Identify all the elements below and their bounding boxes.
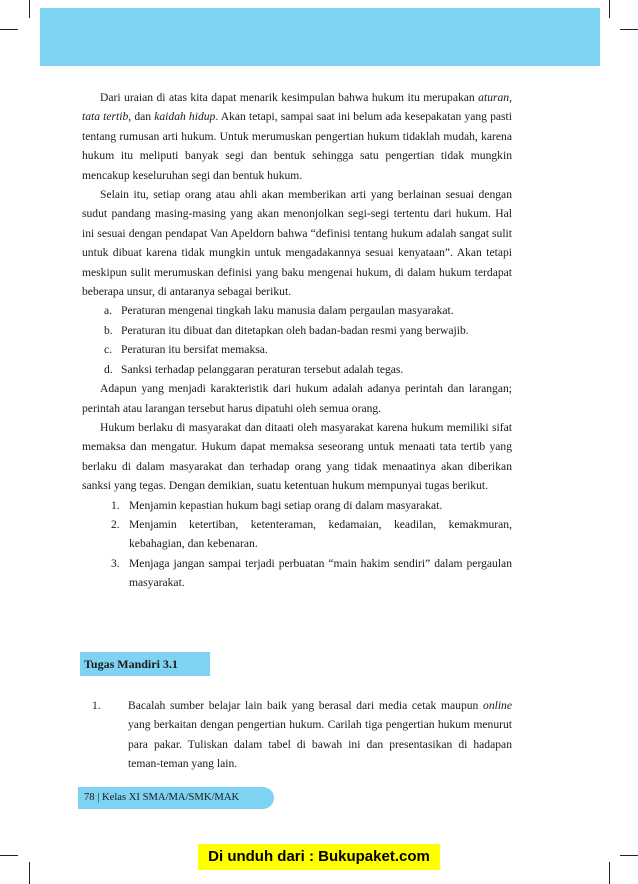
crop-mark	[609, 862, 610, 884]
paragraph-enforcement: Hukum berlaku di masyarakat dan ditaati oleh masyarakat karena hukum memiliki sifat memaksa dan mengatur. Hukum dapat memaksa seseorang untuk menaati tata tertib yang berlaku di dalam masyarakat dan terhadap orang yang tidak menaatinya akan diberikan sanksi yang tegas. Dengan demikian, suatu ketentuan hukum mempunyai tugas berikut.	[82, 420, 512, 493]
paragraph-definition: Selain itu, setiap orang atau ahli akan memberikan arti yang berlainan sesuai dengan sudut pandang masing-masing yang akan menonjolkan segi-segi tertentu dari hukum. Hal ini sesuai dengan pendapat Van Apeldorn bahwa “definisi tentang hukum adalah sangat sulit untuk dibuat karena tidak mungkin untuk mengadakannya sesuai kenyataan”. Akan tetapi meskipun sulit merumuskan definisi yang baku mengenai hukum, di dalam hukum terdapat beberapa unsur, di antaranya sebagai berikut.	[82, 188, 512, 299]
duties-list	[82, 496, 512, 593]
paragraph-intro: Dari uraian di atas kita dapat menarik kesimpulan bahwa hukum itu merupakan aturan, tata tertib, dan kaidah hidup. Akan tetapi, sampai saat ini belum ada kesepakatan yang pasti tentang rumusan arti hukum. Untuk merumuskan pengertian hukum tidaklah mudah, karena hukum itu meliputi banyak segi dan bentuk sehingga satu pengertian tidak mungkin mencakup keseluruhan segi dan bentuk hukum.	[82, 91, 513, 182]
task-title: Tugas Mandiri 3.1	[80, 652, 210, 676]
list-item: a. Peraturan mengenai tingkah laku manusia dalam pergaulan masyarakat.	[104, 304, 454, 318]
task-item	[82, 696, 512, 774]
paragraph-characteristics: Adapun yang menjadi karakteristik dari hukum adalah adanya perintah dan larangan; perintah atau larangan tersebut harus dipatuhi oleh semua orang.	[82, 382, 512, 415]
elements-list	[82, 301, 512, 379]
page-footer: 78 | Kelas XI SMA/MA/SMK/MAK	[78, 787, 274, 809]
term-italic: kaidah hidup	[154, 110, 216, 124]
list-item: d. Sanksi terhadap pelanggaran peraturan tersebut adalah tegas.	[104, 362, 404, 376]
header-band	[40, 8, 600, 66]
crop-mark	[620, 855, 638, 856]
crop-mark	[609, 0, 610, 18]
task-text: Bacalah sumber belajar lain baik yang berasal dari media cetak maupun online yang berkaitan dengan pengertian hukum. Carilah tiga pengertian hukum menurut para pakar. Tuliskan dalam tabel di bawah ini dan presentasikan di hadapan teman-teman yang lain.	[128, 699, 512, 771]
list-item: 2. Menjamin ketertiban, ketenteraman, kedamaian, keadilan, kemakmuran, kebahagian, dan kebenaran.	[111, 517, 512, 551]
list-item: 3. Menjaga jangan sampai terjadi perbuatan “main hakim sendiri” dalam pergaulan masyarakat.	[111, 556, 512, 590]
crop-mark	[29, 862, 30, 884]
crop-mark	[620, 29, 638, 30]
list-item: c. Peraturan itu bersifat memaksa.	[104, 343, 268, 357]
crop-mark	[29, 0, 30, 18]
term-italic: online	[483, 699, 512, 712]
list-item: 1. Menjamin kepastian hukum bagi setiap orang di dalam masyarakat.	[111, 498, 443, 512]
list-item: b. Peraturan itu dibuat dan ditetapkan oleh badan-badan resmi yang berwajib.	[104, 323, 469, 337]
crop-mark	[0, 29, 18, 30]
download-banner: Di unduh dari : Bukupaket.com	[198, 844, 440, 870]
crop-mark	[0, 855, 18, 856]
task-number: 1.	[92, 699, 101, 712]
term-italic: aturan, tata tertib,	[82, 91, 512, 124]
main-content	[82, 88, 512, 593]
